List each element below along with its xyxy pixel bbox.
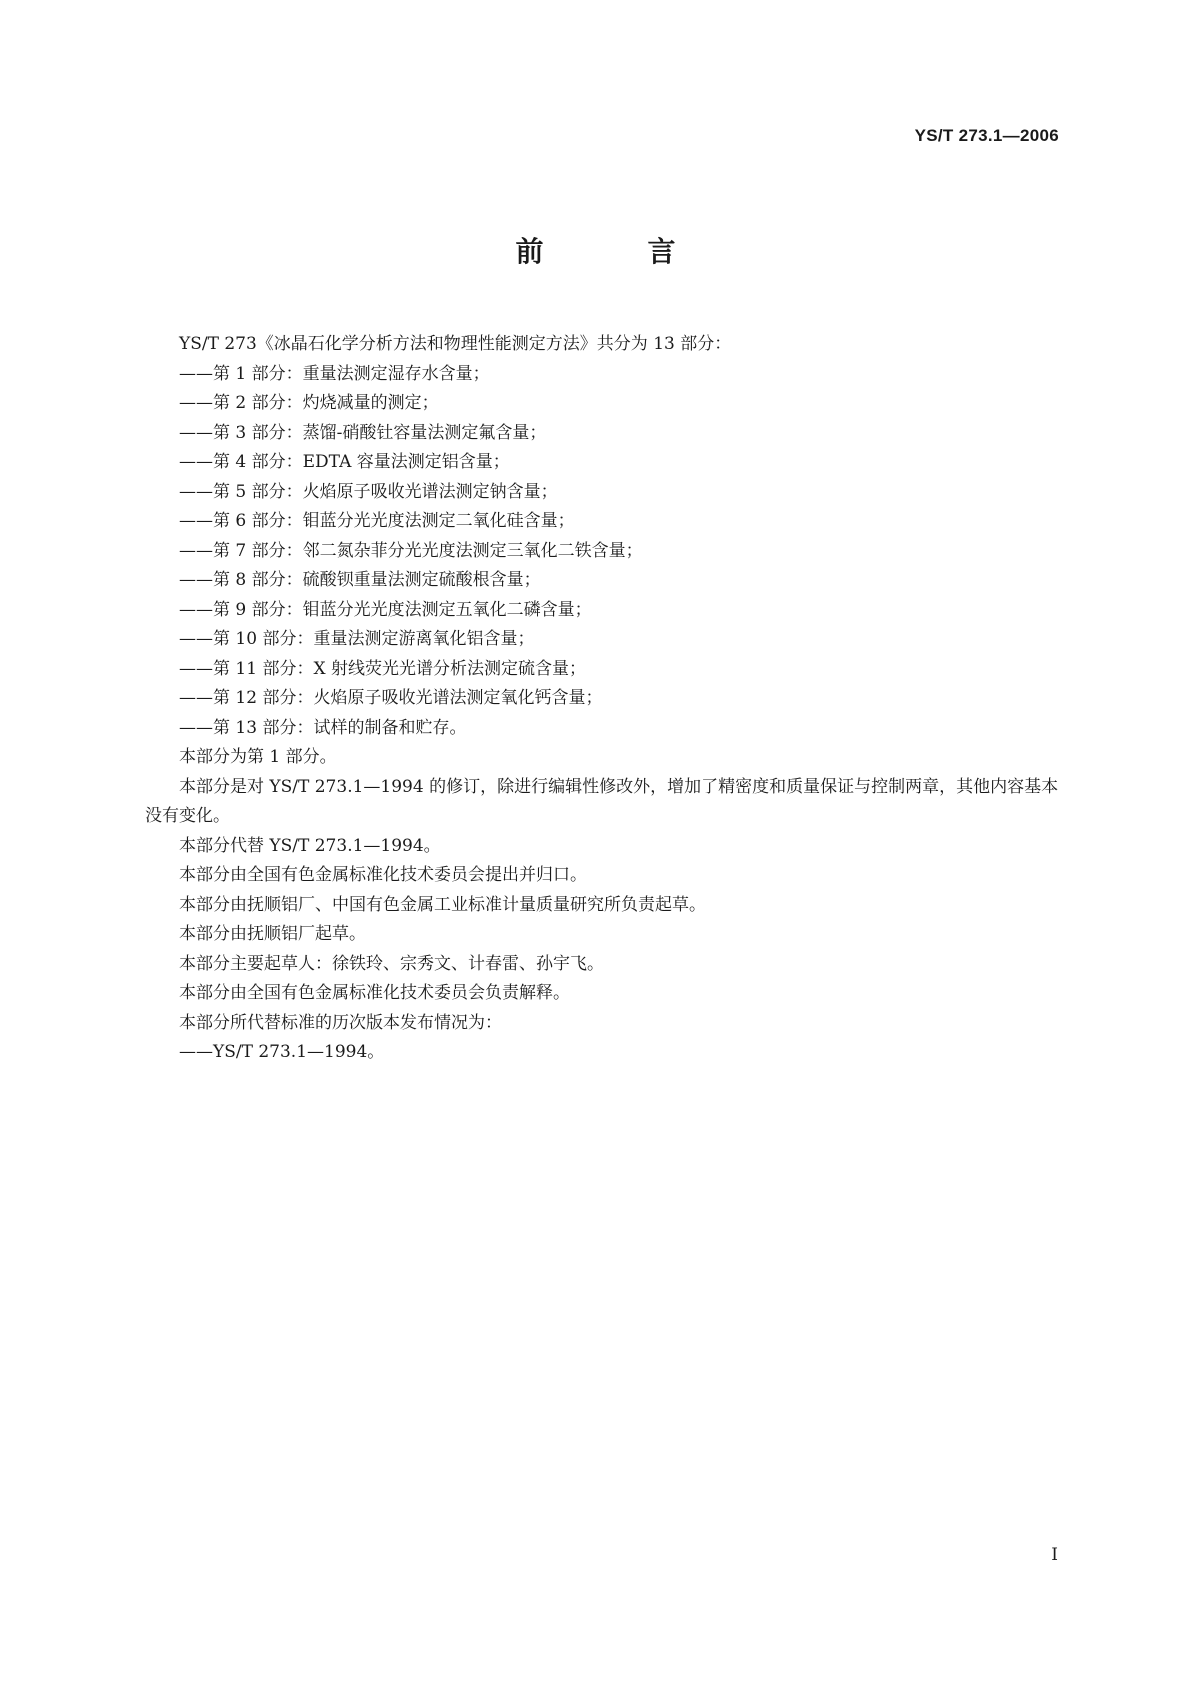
part-item: ——第 4 部分：EDTA 容量法测定铝含量；	[179, 452, 510, 472]
part-item: ——第 12 部分：火焰原子吸收光谱法测定氧化钙含量；	[179, 688, 603, 708]
part-item: ——第 8 部分：硫酸钡重量法测定硫酸根含量；	[179, 570, 541, 590]
body-paragraph: 本部分由抚顺铝厂起草。	[179, 924, 366, 944]
part-item: ——第 3 部分：蒸馏-硝酸钍容量法测定氟含量；	[179, 422, 547, 443]
body-paragraph: 本部分主要起草人：徐铁玲、宗秀文、计春雷、孙宇飞。	[179, 953, 604, 974]
part-item: ——第 9 部分：钼蓝分光光度法测定五氧化二磷含量；	[179, 599, 592, 620]
body-paragraph: 本部分为第 1 部分。	[179, 747, 337, 767]
part-item: ——第 5 部分：火焰原子吸收光谱法测定钠含量；	[179, 481, 558, 502]
body-paragraph: 本部分由全国有色金属标准化技术委员会提出并归口。	[179, 865, 587, 885]
part-item: ——第 7 部分：邻二氮杂菲分光光度法测定三氧化二铁含量；	[179, 540, 643, 561]
part-item: ——第 11 部分：X 射线荧光光谱分析法测定硫含量；	[179, 658, 586, 679]
body-paragraph: 本部分是对 YS/T 273.1—1994 的修订，除进行编辑性修改外，增加了精密度和质量保证与控制两章，其他内容基本没有变化。	[145, 776, 1059, 826]
history-item: ——YS/T 273.1—1994。	[179, 1042, 385, 1062]
page-number: I	[1051, 1545, 1058, 1565]
body-paragraph: 本部分由全国有色金属标准化技术委员会负责解释。	[179, 983, 570, 1003]
part-item: ——第 13 部分：试样的制备和贮存。	[179, 717, 467, 738]
intro-paragraph: YS/T 273《冰晶石化学分析方法和物理性能测定方法》共分为 13 部分：	[179, 334, 732, 354]
body-paragraph: 本部分所代替标准的历次版本发布情况为：	[179, 1012, 502, 1033]
part-item: ——第 2 部分：灼烧减量的测定；	[179, 393, 439, 413]
body-paragraph: 本部分由抚顺铝厂、中国有色金属工业标准计量质量研究所负责起草。	[179, 894, 706, 915]
part-item: ——第 6 部分：钼蓝分光光度法测定二氧化硅含量；	[179, 511, 575, 531]
standard-code: YS/T 273.1—2006	[914, 126, 1059, 145]
page-title: 前 言	[515, 235, 714, 268]
document-body	[145, 330, 1070, 1068]
part-item: ——第 10 部分：重量法测定游离氧化铝含量；	[179, 629, 535, 649]
body-paragraph: 本部分代替 YS/T 273.1—1994。	[179, 835, 441, 856]
part-item: ——第 1 部分：重量法测定湿存水含量；	[179, 363, 490, 384]
